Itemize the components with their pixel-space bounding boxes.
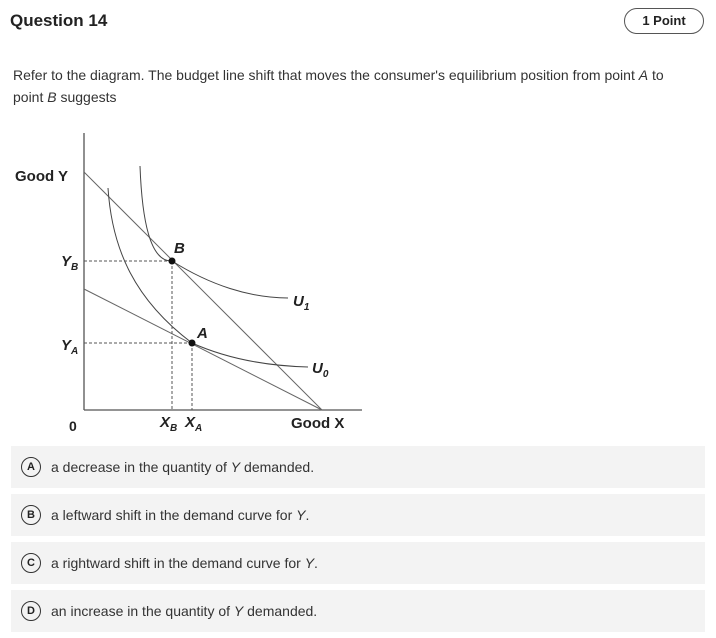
budget-line-a bbox=[84, 289, 322, 410]
option-c-letter: C bbox=[21, 553, 41, 573]
option-c-text: a rightward shift in the demand curve for Y. bbox=[51, 555, 318, 571]
prompt-point-a: A bbox=[638, 67, 649, 83]
answer-options bbox=[11, 446, 705, 638]
x-axis-label: Good X bbox=[291, 415, 345, 432]
option-d[interactable] bbox=[11, 590, 705, 632]
ya-label: $Y_A$ bbox=[61, 337, 79, 357]
option-a-letter: A bbox=[21, 457, 41, 477]
option-b-text: a leftward shift in the demand curve for Y. bbox=[51, 507, 310, 523]
prompt-point-b: B bbox=[47, 89, 57, 105]
indifference-curve-u1 bbox=[140, 166, 288, 298]
xa-label: $X_A$ bbox=[185, 414, 203, 434]
indifference-curve-diagram bbox=[0, 120, 380, 440]
point-a-label: A bbox=[197, 325, 208, 342]
option-c[interactable] bbox=[11, 542, 705, 584]
u1-label: $U_1$ bbox=[293, 293, 310, 313]
point-b-marker bbox=[169, 258, 176, 265]
question-header bbox=[0, 0, 716, 44]
yb-label: $Y_B$ bbox=[61, 253, 79, 273]
point-b-label: B bbox=[174, 240, 185, 257]
prompt-text-1: Refer to the diagram. The budget line shift that moves the consumer's equilibrium position from point bbox=[13, 67, 639, 83]
option-a-text: a decrease in the quantity of Y demanded. bbox=[51, 459, 315, 475]
indifference-curve-u0 bbox=[108, 188, 308, 367]
question-title: Question 14 bbox=[10, 11, 108, 30]
y-axis-label: Good Y bbox=[15, 168, 69, 185]
prompt-text-3: suggests bbox=[56, 89, 117, 105]
option-d-text: an increase in the quantity of Y demanded. bbox=[51, 603, 318, 619]
option-b-letter: B bbox=[21, 505, 41, 525]
option-d-letter: D bbox=[21, 601, 41, 621]
xb-label: $X_B$ bbox=[160, 414, 178, 434]
option-a[interactable] bbox=[11, 446, 705, 488]
budget-line-b bbox=[84, 172, 322, 410]
prompt-text-2: to point bbox=[13, 67, 664, 105]
option-b[interactable] bbox=[11, 494, 705, 536]
point-a-marker bbox=[189, 340, 196, 347]
question-prompt bbox=[13, 64, 693, 108]
origin-label: 0 bbox=[69, 418, 77, 434]
points-badge: 1 Point bbox=[624, 8, 704, 34]
u0-label: $U_0$ bbox=[312, 360, 329, 380]
